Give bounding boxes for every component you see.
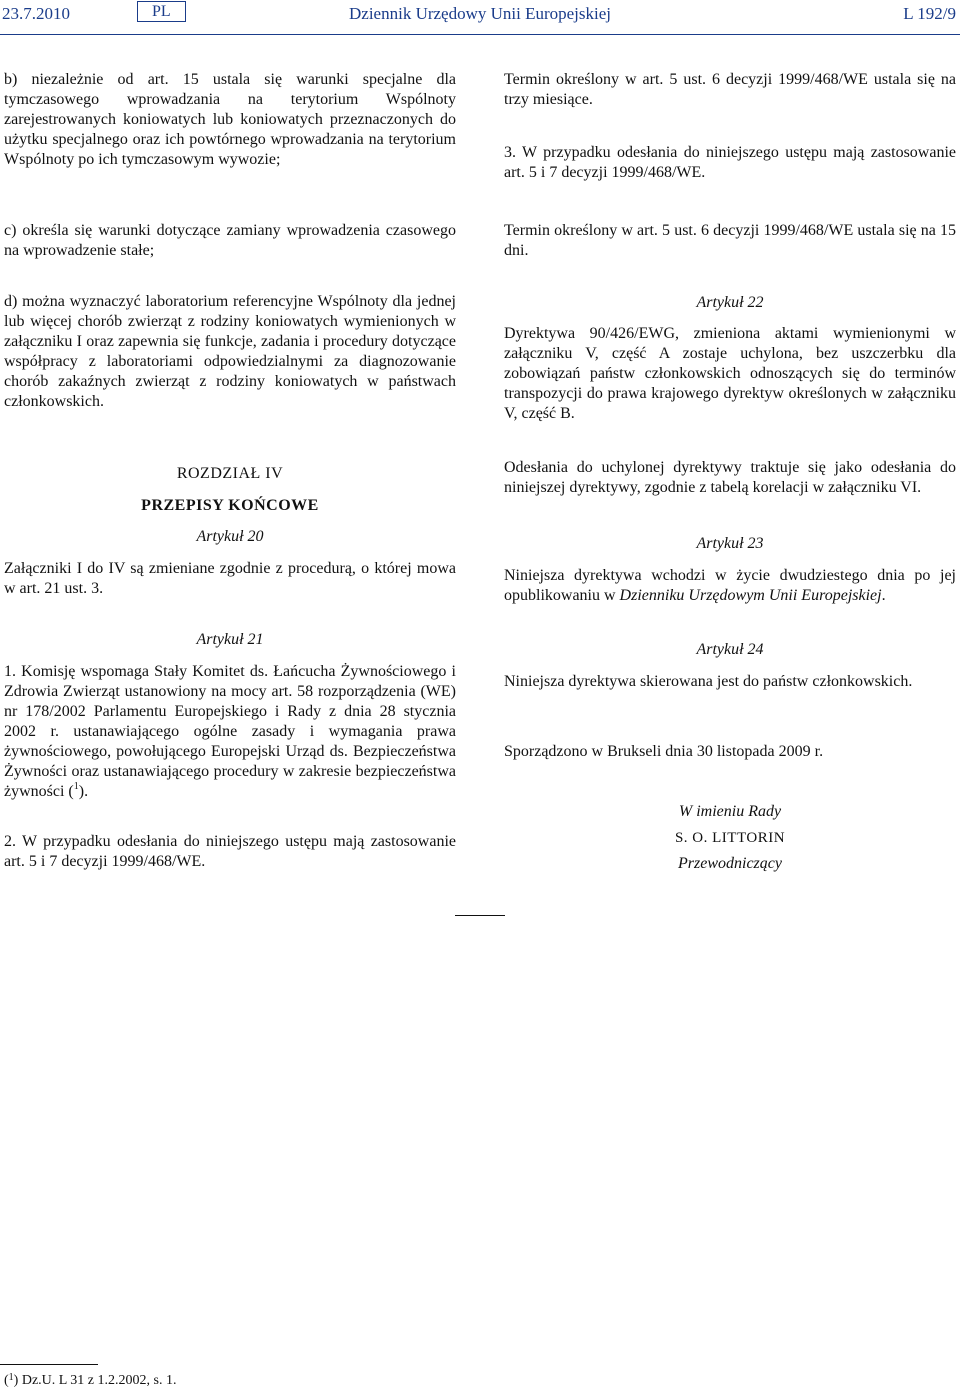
chapter-title-block	[4, 496, 456, 516]
right-para-3	[504, 143, 956, 183]
article-21-p1	[4, 662, 456, 802]
chapter-title: PRZEPISY KOŃCOWE	[141, 497, 319, 514]
right-termin-1	[504, 70, 956, 110]
signature-on-behalf: W imieniu Rady	[678, 803, 782, 820]
end-separator	[455, 915, 505, 916]
article-23-body	[504, 566, 956, 606]
article-21-title: Artykuł 21	[196, 631, 264, 648]
article-21-p1-text: 1. Komisję wspomaga Stały Komitet ds. Łańcucha Żywnościowego i Zdrowia Zwierząt ustanowiony na mocy art. 58 rozporządzenia (WE) nr 178/2002 Parlamentu Europejskiego i Rady z dnia 28 stycznia 2002 r. ustanawiającego ogólne zasady i wymagania prawa żywnościowego, powołującego Europejski Urząd ds. Bezpieczeństwa Żywności oraz ustanawiającego procedury w zakresie bezpieczeństwa żywności (	[4, 663, 456, 800]
article-21-para-2	[4, 832, 456, 872]
signature-block	[504, 802, 956, 822]
done-at-text: Sporządzono w Brukseli dnia 30 listopada 2009 r.	[504, 743, 824, 760]
right-termin-2	[504, 221, 956, 261]
done-at	[504, 742, 956, 762]
article-23-text-a: Niniejsza dyrektywa wchodzi w życie dwudziestego dnia po jej opublikowaniu w	[504, 567, 956, 604]
article-23-text-b: .	[881, 587, 886, 604]
point-b-text: b) niezależnie od art. 15 ustala się warunki specjalne dla tymczasowego wprowadzania na terytorium Wspólnoty zarejestrowanych koniowatych lub koniowatych przeznaczonych do użytku specjalnego oraz ich powtórnego wprowadzania na terytorium Wspólnoty po ich tymczasowym wywozie;	[4, 71, 456, 168]
article-23	[504, 534, 956, 554]
signature-name-block	[504, 828, 956, 848]
signature-role-block	[504, 854, 956, 874]
termin-1-text: Termin określony w art. 5 ust. 6 decyzji 1999/468/WE ustala się na trzy miesiące.	[504, 71, 956, 108]
article-23-title: Artykuł 23	[696, 535, 764, 552]
termin-2-text: Termin określony w art. 5 ust. 6 decyzji 1999/468/WE ustala się na 15 dni.	[504, 222, 956, 259]
article-21	[4, 630, 456, 650]
left-point-c	[4, 221, 456, 261]
article-22-para-2	[504, 458, 956, 498]
left-point-b	[4, 70, 456, 170]
signatory-name: S. O. LITTORIN	[674, 830, 786, 846]
footnote-divider	[0, 1364, 98, 1365]
article-22	[504, 293, 956, 313]
article-23-journal-name: Dzienniku Urzędowym Unii Europejskiej	[619, 587, 882, 604]
chapter-number: ROZDZIAŁ IV	[176, 465, 284, 482]
article-22-p1: Dyrektywa 90/426/EWG, zmieniona aktami wymienionymi w załączniku V, część A zostaje uchylona, bez uszczerbku dla zobowiązań państw członkowskich odnoszących się do terminów transpozycji do prawa krajowego dyrektyw określonych w załączniku V, część B.	[504, 325, 956, 422]
article-20	[4, 527, 456, 547]
publication-date: 23.7.2010	[2, 4, 70, 23]
point-c-text: c) określa się warunki dotyczące zamiany wprowadzenia czasowego na wprowadzenie stałe;	[4, 222, 456, 259]
article-24-title: Artykuł 24	[696, 641, 764, 658]
journal-title: Dziennik Urzędowy Unii Europejskiej	[349, 4, 612, 23]
article-20-body	[4, 559, 456, 599]
footnote-number: 1	[8, 1372, 14, 1383]
left-point-d	[4, 292, 456, 412]
chapter-heading	[4, 464, 456, 484]
header-divider	[0, 34, 960, 35]
language-badge: PL	[137, 1, 186, 22]
article-22-para-1	[504, 324, 956, 424]
article-21-p1-end: ).	[78, 783, 89, 800]
footnote: ($^1$) Dz.U. L 31 z 1.2.2002, s. 1.	[4, 1372, 177, 1388]
article-22-p2: Odesłania do uchylonej dyrektywy traktuje się jako odesłania do niniejszej dyrektywy, zgodnie z tabelą korelacji w załączniku VI.	[504, 459, 956, 496]
page-reference: L 192/9	[903, 4, 956, 23]
signatory-role: Przewodniczący	[678, 855, 782, 872]
article-24-text: Niniejsza dyrektywa skierowana jest do państw członkowskich.	[504, 673, 913, 690]
article-20-text: Załączniki I do IV są zmieniane zgodnie z procedurą, o której mowa w art. 21 ust. 3.	[4, 560, 456, 597]
article-21-p2: 2. W przypadku odesłania do niniejszego ustępu mają zastosowanie art. 5 i 7 decyzji 1999/468/WE.	[4, 833, 456, 870]
article-22-title: Artykuł 22	[696, 294, 764, 311]
page-header	[0, 0, 960, 34]
article-20-title: Artykuł 20	[196, 528, 264, 545]
para-3-text: 3. W przypadku odesłania do niniejszego ustępu mają zastosowanie art. 5 i 7 decyzji 1999/468/WE.	[504, 144, 956, 181]
footnote-text: Dz.U. L 31 z 1.2.2002, s. 1.	[21, 1373, 177, 1388]
article-21-para-1	[4, 662, 456, 802]
footnote-ref[interactable]: 1	[73, 781, 79, 792]
point-d-text: d) można wyznaczyć laboratorium referencyjne Wspólnoty dla jednej lub więcej chorób zwierząt z rodziny koniowatych wymienionych w załączniku I oraz zapewnia się funkcje, zadania i procedury dotyczące współpracy z laboratoriami odpowiedzialnymi za diagnozowanie chorób zakaźnych zwierząt z rodziny koniowatych w państwach członkowskich.	[4, 293, 456, 410]
article-24	[504, 640, 956, 660]
article-23-text	[504, 566, 956, 606]
article-24-body	[504, 672, 956, 692]
